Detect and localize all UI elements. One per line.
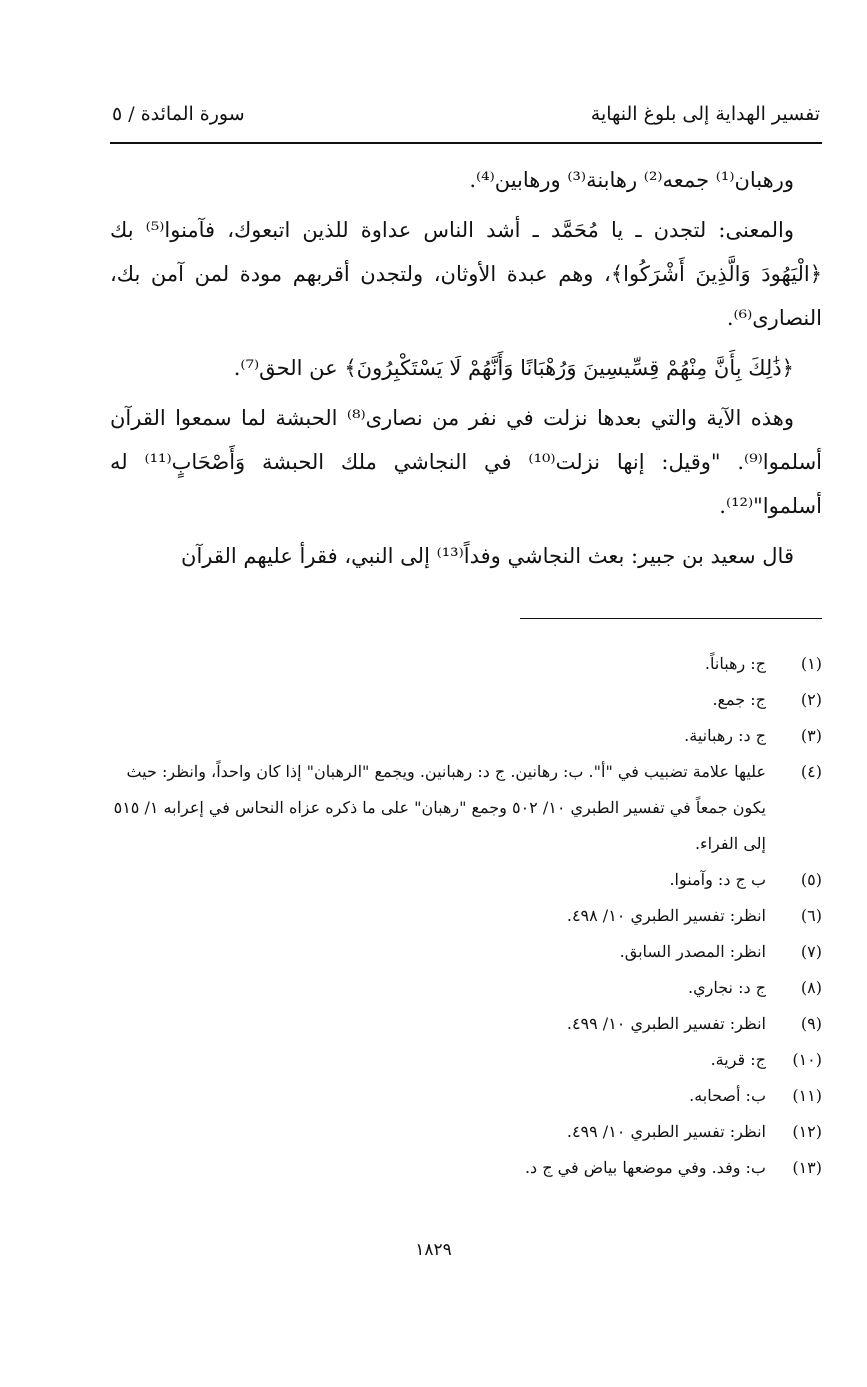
footnote-text: ب ج د: وآمنوا. xyxy=(669,870,766,889)
footnote-item xyxy=(110,1078,822,1114)
footnote-text: عليها علامة تضبيب في "أ". ب: رهانين. ج د: رهبانين. ويجمع "الرهبان" إذا كان واحداً، وانظر: حيث يكون جمعاً في تفسير الطبري ١٠/ ٥٠٢ وجمع "رهبان" على ما ذكره عزاه النحاس في إعرابه ١/ ٥١٥ إلى الفراء. xyxy=(113,762,766,853)
footnote-text: انظر: المصدر السابق. xyxy=(619,942,766,961)
paragraph-5: قال سعيد بن جبير: بعث النجاشي وفداً⁽¹³⁾ إلى النبي، فقرأ عليهم القرآن xyxy=(181,544,794,568)
footnote-number: (١١) xyxy=(792,1086,822,1105)
footnote-item xyxy=(110,718,822,754)
footnote-text: ج: جمع. xyxy=(712,690,766,709)
footnote-number: (٤) xyxy=(800,762,822,781)
footnote-number: (١٢) xyxy=(792,1122,822,1141)
book-title: تفسير الهداية إلى بلوغ النهاية xyxy=(590,103,820,125)
footnote-text: ج د: نجاري. xyxy=(687,978,766,997)
footnote-item xyxy=(110,1114,822,1150)
footnote-item xyxy=(110,1150,822,1186)
footnote-number: (٦) xyxy=(800,906,822,925)
footnote-number: (٢) xyxy=(800,690,822,709)
footnote-item xyxy=(110,934,822,970)
footnote-text: ب: أصحابه. xyxy=(689,1086,766,1105)
footnote-divider xyxy=(520,618,822,619)
paragraph-4: وهذه الآية والتي بعدها نزلت في نفر من نصارى⁽⁸⁾ الحبشة لما سمعوا القرآن أسلموا⁽⁹⁾. "وقيل: إنها نزلت⁽¹⁰⁾ في النجاشي ملك الحبشة وَأَصْحَابٍ⁽¹¹⁾ له أسلموا"⁽¹²⁾. xyxy=(110,406,823,518)
footnote-text: ج: رهباناً. xyxy=(704,654,766,673)
footnote-text: انظر: تفسير الطبري ١٠/ ٤٩٩. xyxy=(566,1122,766,1141)
paragraph-2: والمعنى: لتجدن ـ يا مُحَمَّد ـ أشد الناس عداوة للذين اتبعوك، فآمنوا⁽⁵⁾ بك ﴿الْيَهُودَ وَالَّذِينَ أَشْرَكُوا﴾، وهم عبدة الأوثان، ولتجدن أقربهم مودة لمن آمن بك، النصارى⁽⁶⁾. xyxy=(110,218,822,330)
surah-title: سورة المائدة / ٥ xyxy=(112,103,245,125)
main-text xyxy=(110,158,822,584)
footnote-item xyxy=(110,862,822,898)
footnote-number: (٣) xyxy=(800,726,822,745)
footnote-item xyxy=(110,898,822,934)
footnote-number: (١) xyxy=(800,654,822,673)
footnote-item xyxy=(110,754,822,862)
running-header xyxy=(112,96,820,132)
footnote-number: (٨) xyxy=(800,978,822,997)
header-divider xyxy=(110,142,822,144)
footnote-item xyxy=(110,682,822,718)
footnote-text: ج: قرية. xyxy=(710,1050,766,1069)
page-number: ١٨٢٩ xyxy=(415,1240,452,1260)
paragraph-3: ﴿ذَٰلِكَ بِأَنَّ مِنْهُمْ قِسِّيسِينَ وَرُهْبَانًا وَأَنَّهُمْ لَا يَسْتَكْبِرُونَ﴾ عن الحق⁽⁷⁾. xyxy=(233,356,794,380)
footnote-number: (٧) xyxy=(800,942,822,961)
footnote-number: (١٣) xyxy=(792,1158,822,1177)
footnote-text: انظر: تفسير الطبري ١٠/ ٤٩٩. xyxy=(566,1014,766,1033)
footnote-text: انظر: تفسير الطبري ١٠/ ٤٩٨. xyxy=(566,906,766,925)
footnote-number: (٩) xyxy=(800,1014,822,1033)
footnote-number: (١٠) xyxy=(792,1050,822,1069)
footnotes-list xyxy=(110,646,822,1186)
footnote-number: (٥) xyxy=(800,870,822,889)
footnote-item xyxy=(110,1042,822,1078)
footnote-item xyxy=(110,646,822,682)
footnote-text: ب: وفد. وفي موضعها بياض في ج د. xyxy=(524,1158,766,1177)
footnote-text: ج د: رهبانية. xyxy=(684,726,766,745)
paragraph-1: ورهبان⁽¹⁾ جمعه⁽²⁾ رهابنة⁽³⁾ ورهابين⁽⁴⁾. xyxy=(469,168,794,192)
footnote-item xyxy=(110,1006,822,1042)
footnote-item xyxy=(110,970,822,1006)
